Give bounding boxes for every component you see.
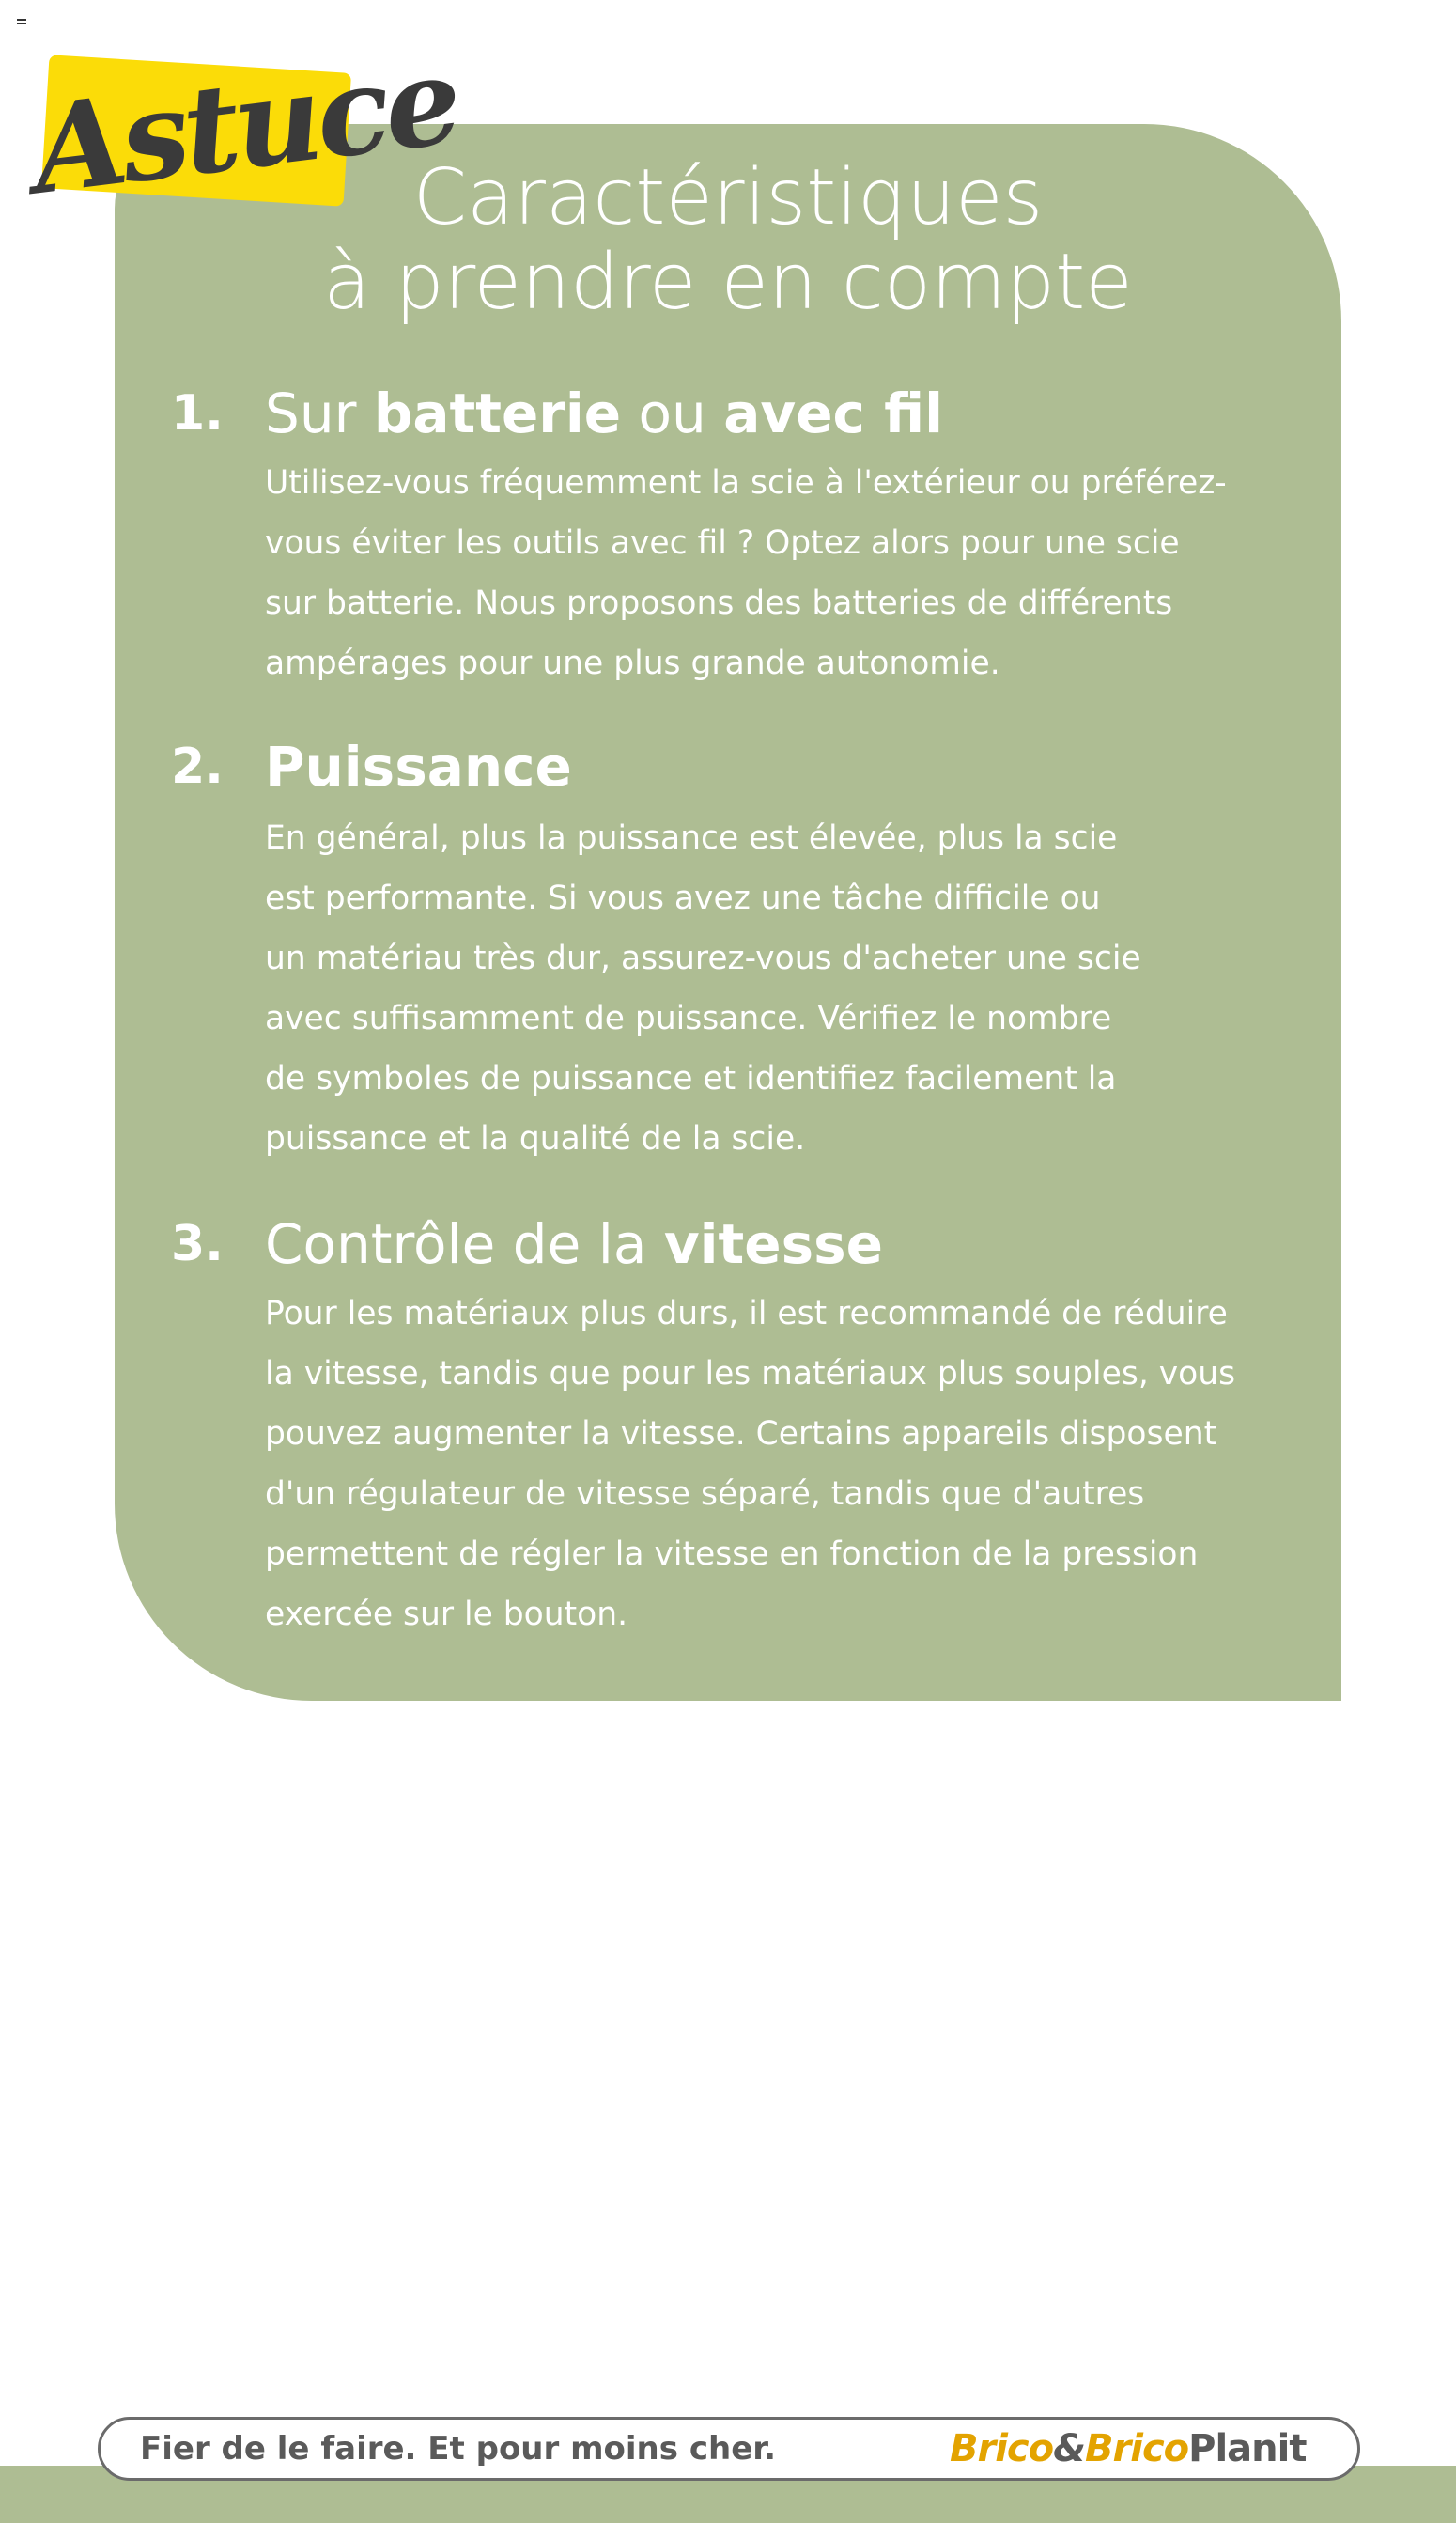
logo-brico-2: Brico — [1085, 2427, 1189, 2470]
section-body — [265, 808, 1345, 1169]
title-line-1: Caractéristiques — [412, 153, 1044, 242]
body-line: Pour les matériaux plus durs, il est recommandé de réduire — [265, 1295, 1228, 1332]
body-line: vous éviter les outils avec fil ? Optez alors pour une scie — [265, 524, 1180, 562]
page-title — [263, 153, 1193, 327]
logo-ampersand: & — [1053, 2427, 1086, 2470]
body-line: permettent de régler la vitesse en fonction de la pression — [265, 1535, 1199, 1573]
body-line: Utilisez-vous fréquemment la scie à l'extérieur ou préférez- — [265, 464, 1227, 502]
section-body — [265, 1284, 1345, 1644]
heading-text: Sur — [265, 382, 374, 445]
heading-text: ou — [621, 382, 724, 445]
body-line: avec suffisamment de puissance. Vérifiez le nombre — [265, 1000, 1112, 1037]
logo-planit: Planit — [1188, 2427, 1307, 2470]
body-line: de symboles de puissance et identifiez facilement la — [265, 1060, 1117, 1098]
section-body — [265, 453, 1345, 693]
body-line: puissance et la qualité de la scie. — [265, 1120, 806, 1158]
title-line-2: à prendre en compte — [323, 238, 1133, 327]
section-number: 2. — [171, 739, 224, 795]
footer-slogan-bar — [98, 2417, 1360, 2481]
body-line: la vitesse, tandis que pour les matériaux plus souples, vous — [265, 1355, 1236, 1393]
body-line: sur batterie. Nous proposons des batteries de différents — [265, 584, 1173, 622]
section-number: 1. — [171, 385, 224, 442]
brand-logo — [950, 2425, 1306, 2472]
heading-bold: batterie — [373, 382, 622, 445]
logo-brico: Brico — [950, 2427, 1054, 2470]
body-line: pouvez augmenter la vitesse. Certains appareils disposent — [265, 1415, 1217, 1453]
body-line: d'un régulateur de vitesse séparé, tandis que d'autres — [265, 1475, 1145, 1513]
body-line: ampérages pour une plus grande autonomie. — [265, 645, 1000, 682]
menu-icon[interactable] — [17, 19, 26, 26]
body-line: exercée sur le bouton. — [265, 1596, 628, 1633]
astuce-label: Astuce — [24, 29, 465, 223]
section-number: 3. — [171, 1216, 224, 1272]
heading-bold: Puissance — [265, 735, 572, 799]
footer-slogan: Fier de le faire. Et pour moins cher. — [140, 2430, 777, 2468]
heading-bold: avec fil — [723, 382, 943, 445]
body-line: En général, plus la puissance est élevée, plus la scie — [265, 819, 1118, 857]
heading-text: Contrôle de la — [265, 1212, 664, 1276]
heading-bold: vitesse — [663, 1212, 883, 1276]
section-heading — [265, 731, 572, 802]
section-heading — [265, 1208, 883, 1280]
section-heading — [265, 378, 943, 449]
body-line: est performante. Si vous avez une tâche difficile ou — [265, 880, 1101, 917]
body-line: un matériau très dur, assurez-vous d'acheter une scie — [265, 940, 1141, 977]
